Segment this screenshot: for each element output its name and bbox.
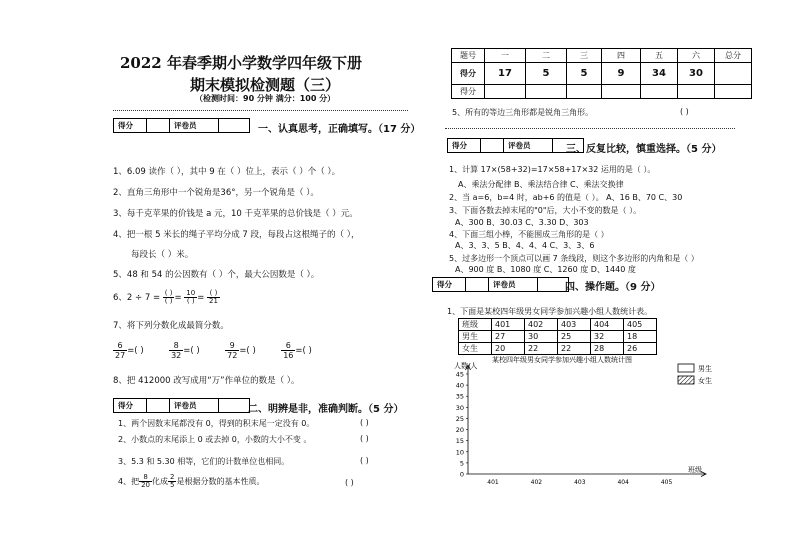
s3-q4: 4、下面三组小棒，不能围成三角形的是（ ） <box>449 230 609 239</box>
s1-q1: 1、6.09 读作（ ），其中 9 在（ ）位上，表示（ ）个（ ）。 <box>113 167 341 177</box>
x-tick-label: 402 <box>530 479 543 486</box>
legend-label-boys: 男生 <box>698 365 712 373</box>
s2-q4-bracket: ( ) <box>345 478 354 487</box>
s2-q3-bracket: ( ) <box>360 456 369 465</box>
s3-q2: 2、当 a=6，b=4 时，ab+6 的值是（ ）。 A、16 B、70 C、30 <box>449 193 683 202</box>
divider <box>113 110 408 111</box>
s2-q2: 2、小数点的末尾添上 0 或去掉 0，小数的大小不变 。 <box>118 435 312 444</box>
s3-q4-opts: A、3、3、5 B、4、4、4 C、3、3、6 <box>455 241 595 250</box>
s1-q5: 5、48 和 54 的公因数有（ ）个，最大公因数是（ ）。 <box>113 270 320 280</box>
s3-q1-opts: A、乘法分配律 B、乘法结合律 C、乘法交换律 <box>458 180 624 189</box>
grader-box-3: 得分 评卷员 <box>447 138 584 153</box>
chart-legend <box>678 364 712 385</box>
s1-q8: 8、把 412000 改写成用“万”作单位的数是（ ）。 <box>113 376 300 386</box>
s1-q7: 7、将下列分数化成最简分数。 <box>113 321 229 331</box>
chart-title: 某校四年级男女同学参加兴趣小组人数统计图 <box>492 356 632 364</box>
s4-q1: 1、下面是某校四年级男女同学参加兴趣小组人数统计表。 <box>447 307 653 316</box>
interest-group-table: 班级 401 402 403 404 405 男生 27 30 25 32 18 女生 20 22 22 28 26 <box>458 318 657 355</box>
s2-q5: 5、所有的等边三角形都是锐角三角形。 <box>452 108 594 117</box>
chart-axes <box>456 365 706 486</box>
section4-heading: 四、操作题。（9 分） <box>565 282 661 293</box>
s3-q3-opts: A、300 B、30.03 C、3.30 D、303 <box>455 218 589 227</box>
grader-box-2: 得分 评卷员 <box>113 398 250 413</box>
page-title-line1: 2022 年春季期小学数学四年级下册 <box>120 54 362 72</box>
legend-swatch-boys <box>678 364 694 372</box>
legend-label-girls: 女生 <box>698 377 712 385</box>
s3-q5-opts: A、900 度 B、1080 度 C、1260 度 D、1440 度 <box>455 265 636 274</box>
s1-q6: 6、2 ÷ 7 = $\frac{( )}{( )}$ = $\frac{10}{( )}$ = $\frac{( )}{21}$ <box>113 289 218 305</box>
chart-xlabel: 班级 <box>688 466 702 474</box>
y-tick-label: 5 <box>459 459 464 468</box>
divider <box>445 128 735 129</box>
score-table: 题号 一 二 三 四 五 六 总分 得分 17 5 5 9 34 30 得分 <box>451 48 752 99</box>
y-tick-label: 30 <box>455 403 464 412</box>
legend-swatch-girls <box>678 376 694 384</box>
s1-q4b: 每段长（ ）米。 <box>131 250 194 260</box>
s2-q2-bracket: ( ) <box>360 434 369 443</box>
score-label: 得分 <box>114 119 147 133</box>
s3-q3: 3、下面各数去掉末尾的"0"后，大小不变的数是（ ）。 <box>449 206 642 215</box>
s1-q2: 2、直角三角形中一个锐角是36°，另一个锐角是（ ）。 <box>113 188 319 198</box>
section3-heading: 三、反复比较，慎重选择。（5 分） <box>566 144 722 155</box>
chart-ylabel: 人数/人 <box>454 362 478 370</box>
grader-box-1 <box>113 118 250 133</box>
y-tick-label: 0 <box>459 470 464 479</box>
s2-q5-bracket: ( ) <box>680 107 689 116</box>
s3-q5: 5、过多边形一个顶点可以画 7 条线段，则这个多边形的内角和是（ ） <box>449 254 699 263</box>
grader-box-4: 得分 评卷员 <box>432 277 569 292</box>
y-tick-label: 45 <box>455 370 464 379</box>
s2-q1: 1、两个因数末尾都没有 0，得到的积末尾一定没有 0。 <box>118 419 315 428</box>
reviewer-label: 评卷员 <box>170 119 219 133</box>
y-tick-label: 15 <box>455 437 464 446</box>
s2-q4: 4、把 $\frac{8}{20}$ 化成 $\frac{2}{5}$ 是根据分数的基本性质。 <box>118 473 265 489</box>
page-title-line2: 期末模拟检测题（三） <box>190 76 341 94</box>
x-tick-label: 405 <box>660 479 673 486</box>
s1-q3: 3、每千克苹果的价钱是 a 元，10 千克苹果的总价钱是（ ）元。 <box>113 209 358 219</box>
s1-q7-items: $\frac{6}{27}$ =( ) $\frac{8}{32}$ =( ) $\frac{9}{72}$ =( ) $\frac{6}{16}$ =( ) <box>115 341 312 360</box>
y-tick-label: 40 <box>455 381 464 390</box>
s2-q3: 3、5.3 和 5.30 相等，它们的计数单位也相同。 <box>118 457 290 466</box>
s2-q1-bracket: ( ) <box>360 418 369 427</box>
y-tick-label: 35 <box>455 392 464 401</box>
x-tick-label: 401 <box>487 479 499 486</box>
bar-chart <box>440 352 740 492</box>
s3-q1: 1、计算 17×(58+32)=17×58+17×32 运用的是（ ）。 <box>449 165 656 174</box>
y-tick-label: 20 <box>455 426 464 435</box>
exam-subtitle: （检测时间：90 分钟 满分：100 分） <box>195 94 336 103</box>
y-tick-label: 25 <box>455 414 464 423</box>
x-tick-label: 404 <box>617 479 629 486</box>
s1-q4a: 4、把一根 5 米长的绳子平均分成 7 段，每段占这根绳子的（ ）， <box>113 230 360 240</box>
y-tick-label: 10 <box>455 448 464 457</box>
section2-heading: 二、明辨是非，准确判断。（5 分） <box>248 404 404 415</box>
x-tick-label: 403 <box>574 479 586 486</box>
section1-heading: 一、认真思考，正确填写。（17 分） <box>258 124 421 135</box>
